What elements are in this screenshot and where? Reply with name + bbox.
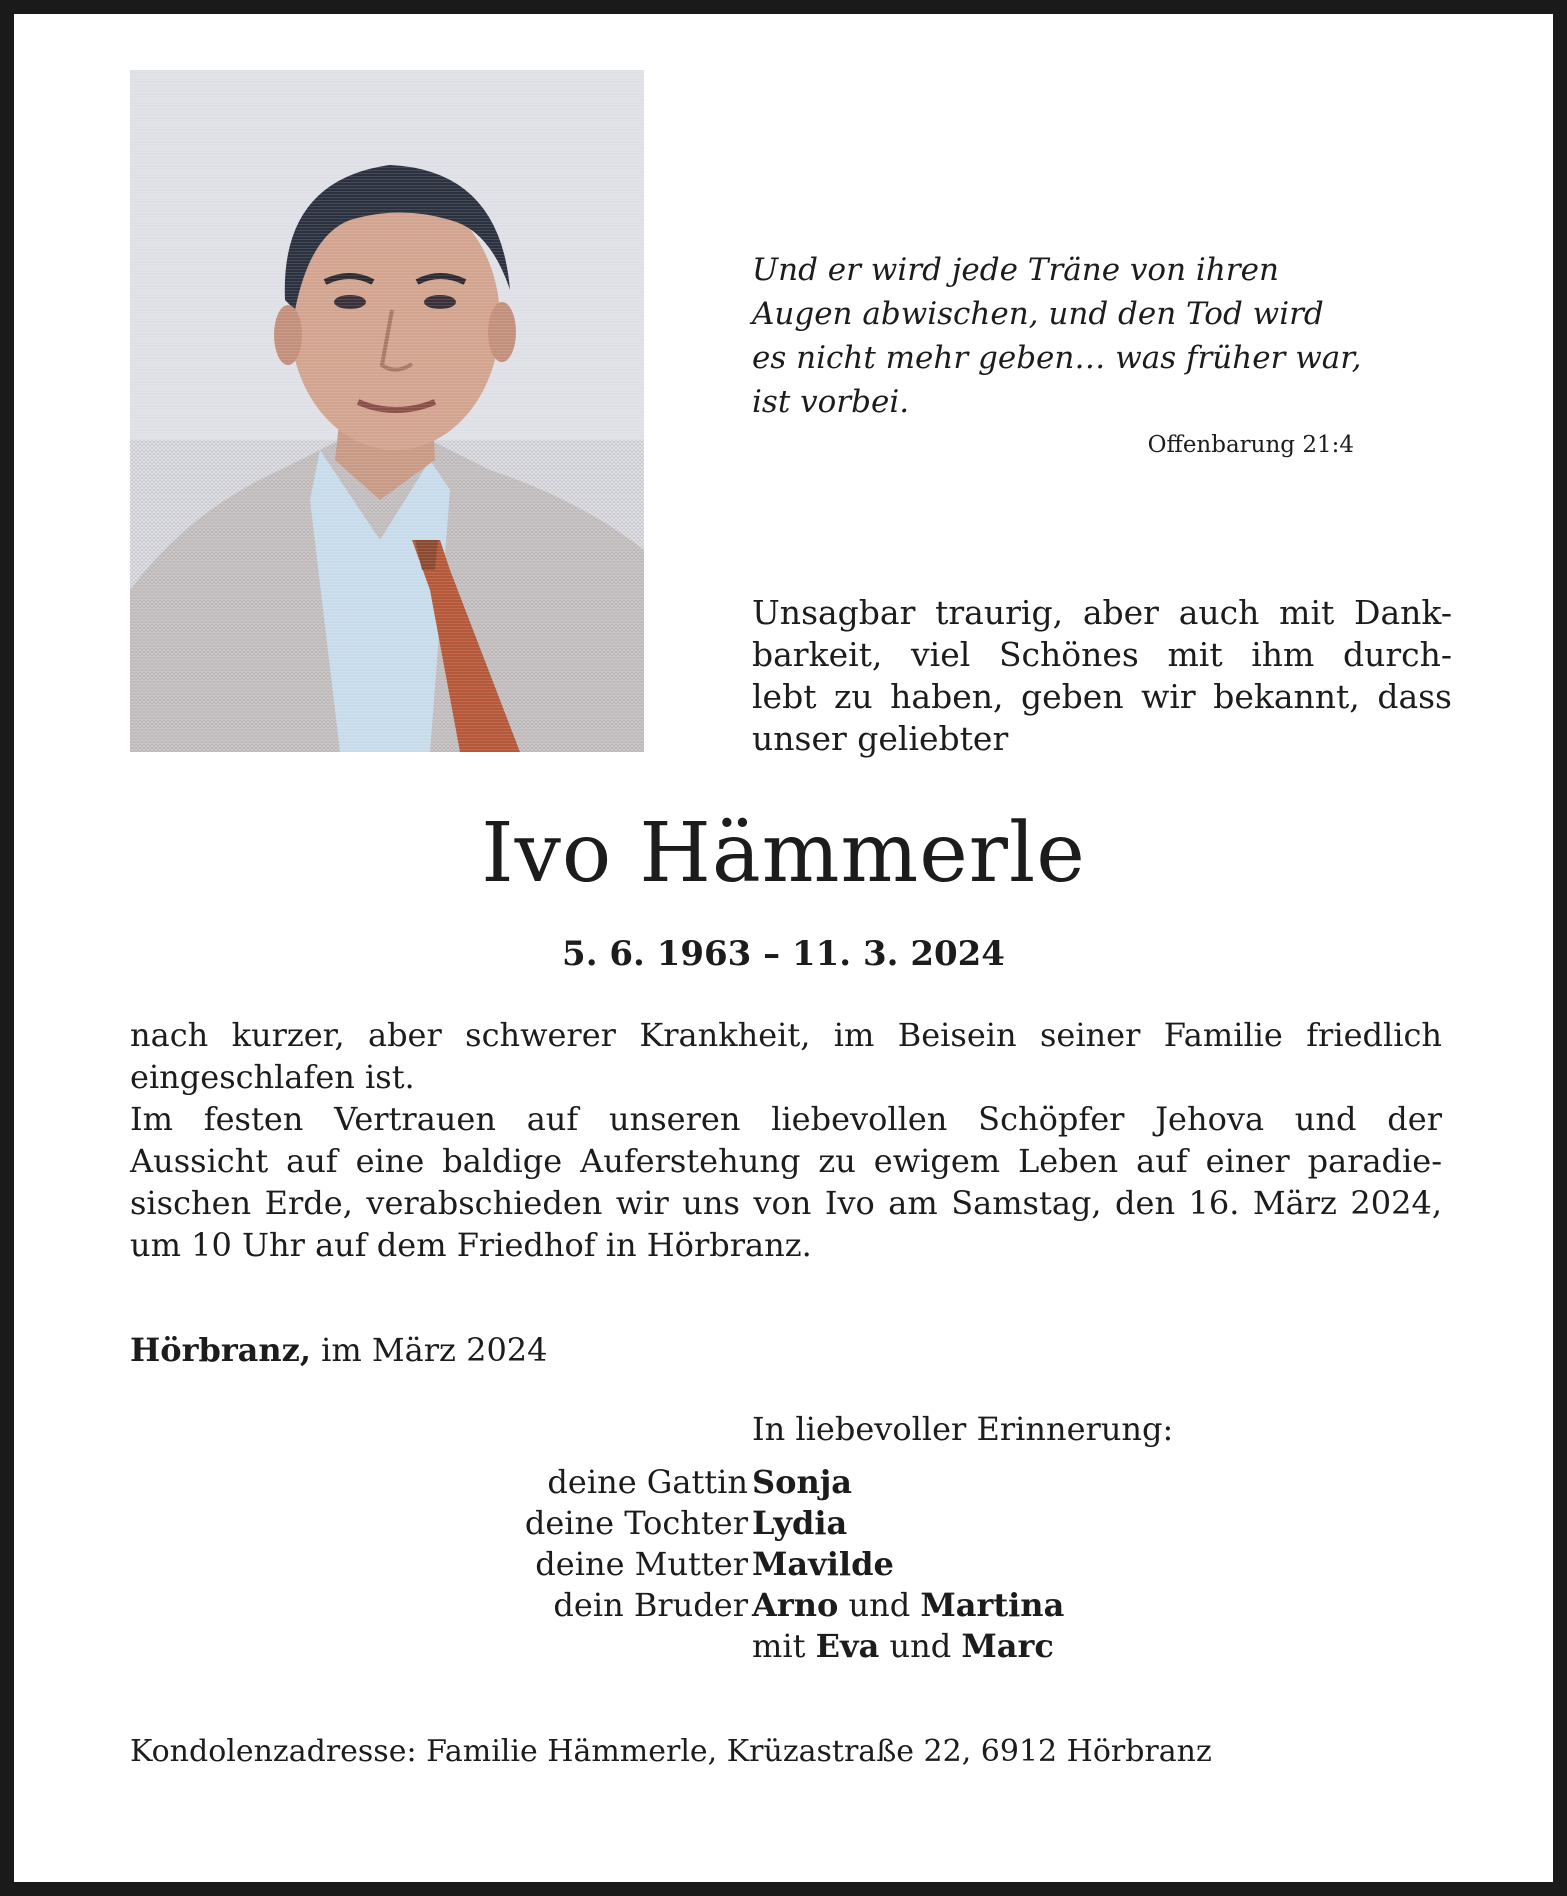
place-town: Hörbranz, [130,1331,311,1369]
family-name: Mavilde [752,1545,894,1583]
announcement-line: barkeit, viel Schönes mit ihm durch- [752,635,1452,674]
family-names [752,1626,1054,1667]
quote-line: ist vorbei. [752,384,910,420]
family-name: Eva [815,1627,880,1665]
body-line: um 10 Uhr auf dem Friedhof in Hörbranz. [130,1226,812,1264]
family-name: Marc [961,1627,1054,1665]
family-name: Sonja [752,1463,853,1501]
family-relation: dein Bruder [553,1586,748,1624]
quote-line: es nicht mehr geben… was früher war, [752,340,1362,376]
family-row [14,1544,1214,1585]
family-names [752,1585,1064,1626]
announcement-line: lebt zu haben, geben wir bekannt, dass [752,677,1452,716]
family-row [14,1626,1214,1667]
family-prefix: mit [752,1627,816,1665]
place-and-date [130,1331,548,1369]
family-row [14,1503,1214,1544]
memory-heading: In liebevoller Erinnerung: [752,1410,1174,1448]
body-line: Aussicht auf eine baldige Auferstehung zu ewigem Leben auf einer paradie- [130,1142,1442,1180]
family-name: Martina [920,1586,1065,1624]
body-line: nach kurzer, aber schwerer Krankheit, im Beisein seiner Familie friedlich [130,1016,1442,1054]
announcement-text [752,592,1452,760]
quote-line: Und er wird jede Träne von ihren [752,252,1279,288]
announcement-line: Unsagbar traurig, aber auch mit Dank- [752,593,1452,632]
obituary-page [14,14,1553,1882]
portrait-photo [130,70,644,752]
family-names [752,1462,852,1503]
family-row [14,1585,1214,1626]
body-line: Im festen Vertrauen auf unseren liebevollen Schöpfer Jehova und der [130,1100,1442,1138]
portrait-illustration [130,70,644,752]
quote-line: Augen abwischen, und den Tod wird [752,296,1324,332]
family-relation: deine Gattin [547,1463,748,1501]
family-joiner: und [879,1627,962,1665]
family-names [752,1544,894,1585]
deceased-name: Ivo Hämmerle [481,806,1086,901]
body-line: sischen Erde, verabschieden wir uns von Ivo am Samstag, den 16. März 2024, [130,1184,1442,1222]
bible-quote [752,248,1372,424]
family-joiner: und [838,1586,921,1624]
quote-source: Offenbarung 21:4 [1147,432,1354,458]
condolence-address: Kondolenzadresse: Familie Hämmerle, Krüzastraße 22, 6912 Hörbranz [130,1734,1212,1769]
life-dates: 5. 6. 1963 – 11. 3. 2024 [562,934,1005,974]
place-date: im März 2024 [310,1331,548,1369]
family-names [752,1503,847,1544]
announcement-line: unser geliebter [752,719,1009,758]
family-relation: deine Mutter [535,1545,748,1583]
body-text [130,1014,1442,1266]
family-name: Lydia [752,1504,848,1542]
family-list [14,1462,1214,1667]
body-line: eingeschlafen ist. [130,1058,415,1096]
family-relation: deine Tochter [524,1504,748,1542]
family-row [14,1462,1214,1503]
family-name: Arno [752,1586,839,1624]
